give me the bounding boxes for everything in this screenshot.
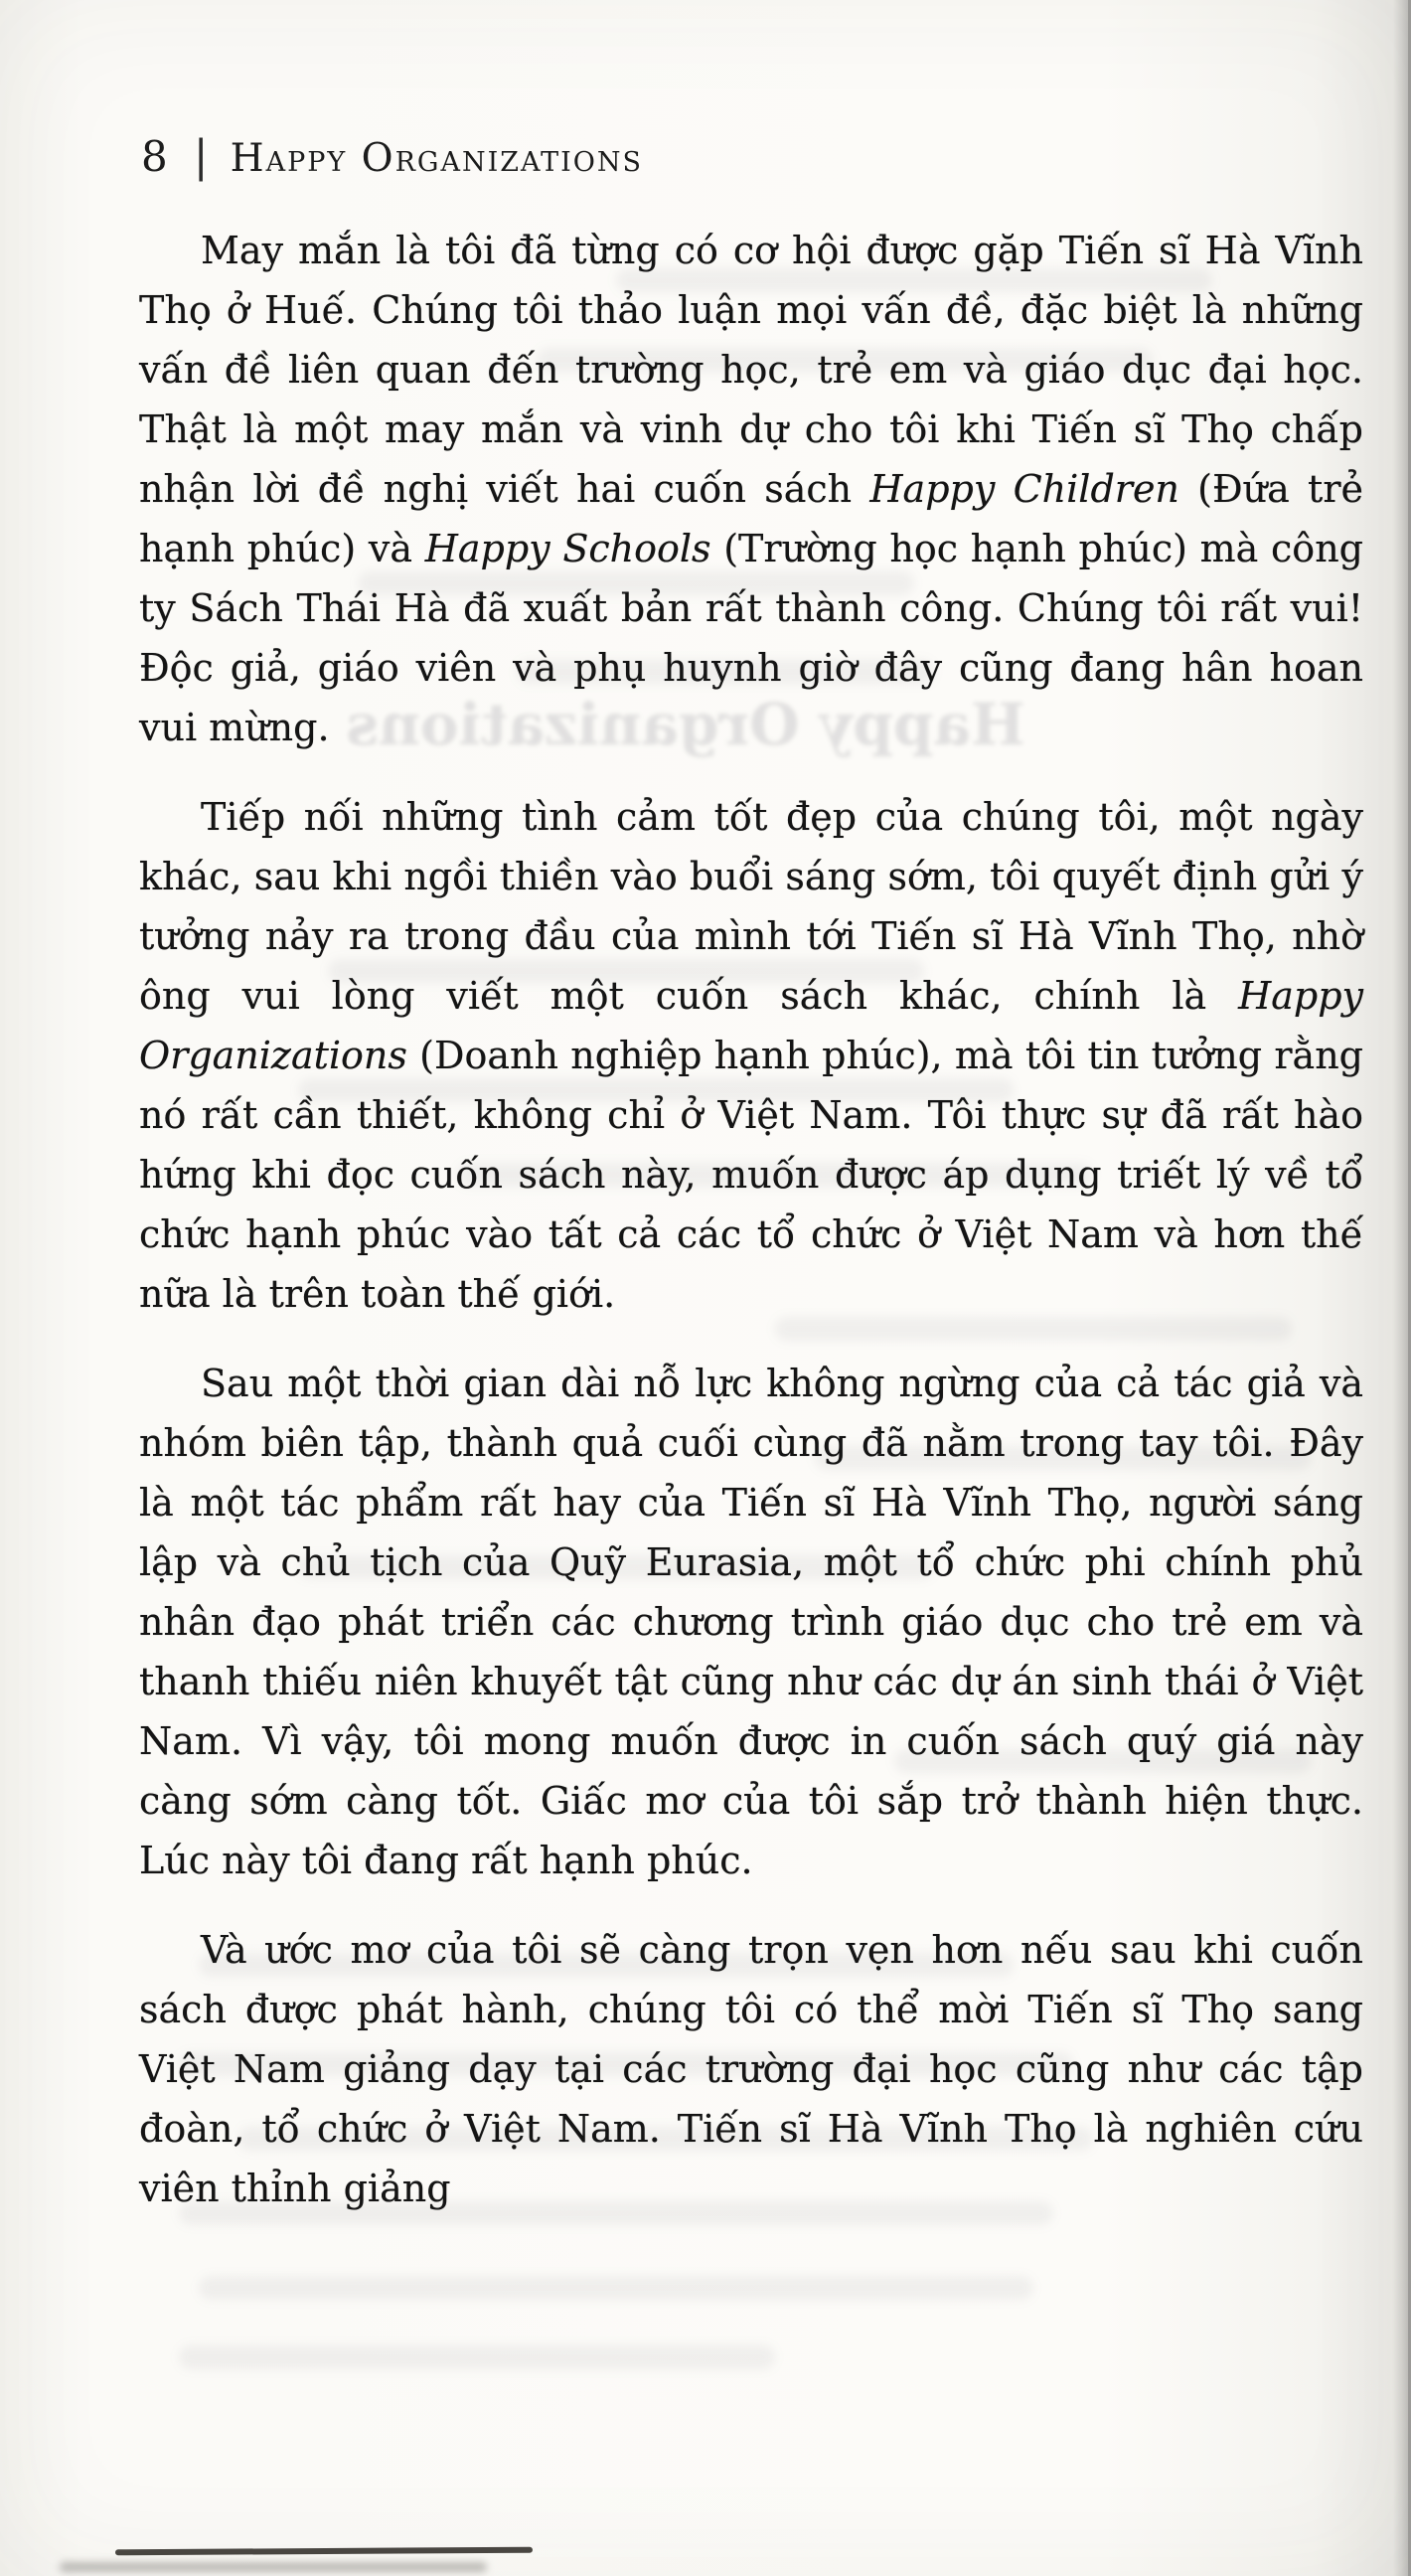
- paragraph: [139, 787, 1363, 1324]
- body-text: [139, 221, 1363, 2248]
- text-run: (Đứa trẻ hạnh phúc) và: [139, 467, 1363, 570]
- page-curl-shadow: [115, 2547, 533, 2556]
- page-bottom-smudge: [60, 2562, 487, 2572]
- running-title: Happy Organizations: [230, 136, 643, 181]
- header-divider: |: [193, 131, 209, 182]
- show-through-smudge: [179, 2345, 775, 2369]
- paragraph: [139, 1354, 1363, 1890]
- paragraph: [139, 221, 1363, 757]
- show-through-smudge: [199, 2276, 1033, 2300]
- text-run: (Doanh nghiệp hạnh phúc), mà tôi tin tưởng rằng nó rất cần thiết, không chỉ ở Việt Nam. Tôi thực sự đã rất hào hứng khi đọc cuốn sách này, muốn được áp dụng triết lý về tổ chức hạnh phúc vào tất cả các tổ chức ở Việt Nam và hơn thế nữa là trên toàn thế giới.: [139, 1034, 1363, 1316]
- text-run: Và ước mơ của tôi sẽ càng trọn vẹn hơn nếu sau khi cuốn sách được phát hành, chúng tôi có thể mời Tiến sĩ Thọ sang Việt Nam giảng dạy tại các trường đại học cũng như các tập đoàn, tổ chức ở Việt Nam. Tiến sĩ Hà Vĩnh Thọ là nghiên cứu viên thỉnh giảng: [139, 1928, 1363, 2210]
- text-run: Tiếp nối những tình cảm tốt đẹp của chúng tôi, một ngày khác, sau khi ngồi thiền vào buổi sáng sớm, tôi quyết định gửi ý tưởng nảy ra trong đầu của mình tới Tiến sĩ Hà Vĩnh Thọ, nhờ ông vui lòng viết một cuốn sách khác, chính là: [139, 795, 1363, 1018]
- page-header: [141, 131, 643, 182]
- text-run-italic: Happy Schools: [424, 527, 711, 570]
- text-run: Sau một thời gian dài nỗ lực không ngừng của cả tác giả và nhóm biên tập, thành quả cuối cùng đã nằm trong tay tôi. Đây là một tác phẩm rất hay của Tiến sĩ Hà Vĩnh Thọ, người sáng lập và chủ tịch của Quỹ Eurasia, một tổ chức phi chính phủ nhân đạo phát triển các chương trình giáo dục cho trẻ em và thanh thiếu niên khuyết tật cũng như các dự án sinh thái ở Việt Nam. Vì vậy, tôi mong muốn được in cuốn sách quý giá này càng sớm càng tốt. Giấc mơ của tôi sắp trở thành hiện thực. Lúc này tôi đang rất hạnh phúc.: [139, 1362, 1363, 1882]
- paragraph: [139, 1920, 1363, 2218]
- text-run-italic: Happy Organizations: [139, 974, 1363, 1077]
- text-run-italic: Happy Children: [869, 467, 1179, 511]
- text-run: May mắn là tôi đã từng có cơ hội được gặp Tiến sĩ Hà Vĩnh Thọ ở Huế. Chúng tôi thảo luận mọi vấn đề, đặc biệt là những vấn đề liên quan đến trường học, trẻ em và giáo dục đại học. Thật là một may mắn và vinh dự cho tôi khi Tiến sĩ Thọ chấp nhận lời đề nghị viết hai cuốn sách: [139, 229, 1363, 511]
- show-through-title: Happy Organizations: [346, 691, 1025, 758]
- page-number: 8: [141, 132, 168, 181]
- text-run: (Trường học hạnh phúc) mà công ty Sách Thái Hà đã xuất bản rất thành công. Chúng tôi rất vui! Độc giả, giáo viên và phụ huynh giờ đây cũng đang hân hoan vui mừng.: [139, 527, 1363, 749]
